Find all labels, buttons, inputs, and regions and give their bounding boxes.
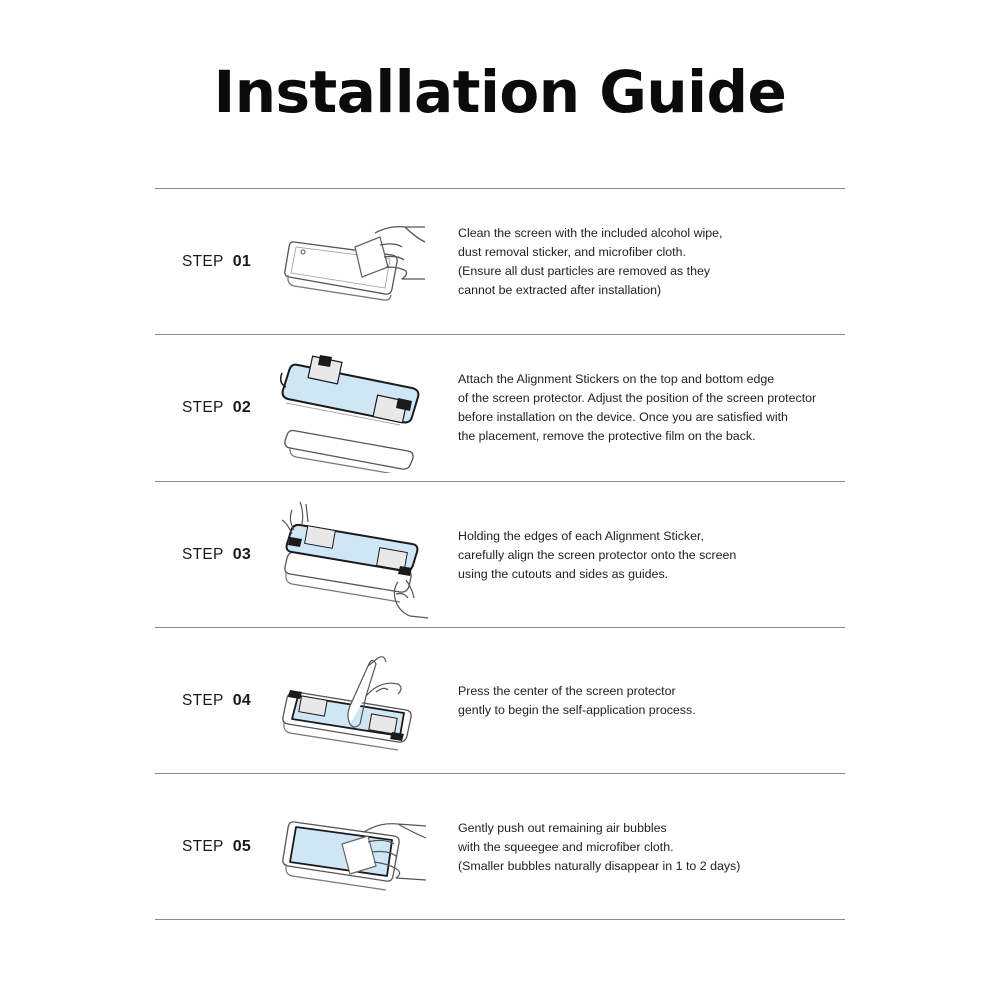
step-label <box>182 482 251 628</box>
step-word: STEP <box>182 253 224 270</box>
step-description-line: carefully align the screen protector onto the screen <box>458 547 737 562</box>
step-description <box>458 482 736 628</box>
step-description-line: gently to begin the self-application process. <box>458 703 696 717</box>
step-description-line: Attach the Alignment Stickers on the top and bottom edge <box>458 372 775 386</box>
step-number: 04 <box>232 692 252 709</box>
step-04 <box>155 628 845 774</box>
step-number: 01 <box>232 253 252 270</box>
step-description-line: cannot be extracted after installation) <box>458 283 662 297</box>
step-description-line: (Smaller bubbles naturally disappear in 1 to 2 days) <box>458 858 741 873</box>
step-word: STEP <box>182 838 224 855</box>
remove-bubbles-illustration <box>280 782 430 912</box>
step-description-line: using the cutouts and sides as guides. <box>458 566 669 581</box>
step-03 <box>155 482 845 628</box>
step-number: 02 <box>232 399 252 416</box>
align-protector-illustration <box>280 490 430 620</box>
step-description-line: the placement, remove the protective film on the back. <box>458 429 756 443</box>
step-description <box>458 189 723 335</box>
step-word: STEP <box>182 546 224 563</box>
step-description-line: with the squeegee and microfiber cloth. <box>458 839 674 854</box>
step-description-line: (Ensure all dust particles are removed as they <box>458 264 711 278</box>
step-description <box>458 774 740 920</box>
step-description-line: of the screen protector. Adjust the position of the screen protector <box>458 391 817 405</box>
step-description-line: Clean the screen with the included alcohol wipe, <box>458 226 723 240</box>
step-number: 05 <box>232 838 252 855</box>
alignment-stickers-illustration <box>280 343 430 473</box>
step-label <box>182 774 251 920</box>
step-label <box>182 335 251 481</box>
step-description-line: Press the center of the screen protector <box>458 684 676 698</box>
step-02 <box>155 335 845 481</box>
step-word: STEP <box>182 692 224 709</box>
step-description-line: Gently push out remaining air bubbles <box>458 820 667 835</box>
step-description <box>458 628 696 774</box>
step-word: STEP <box>182 399 224 416</box>
step-01 <box>155 189 845 335</box>
step-description <box>458 335 816 481</box>
step-05 <box>155 774 845 920</box>
step-description-line: Holding the edges of each Alignment Sticker, <box>458 528 704 543</box>
clean-screen-illustration <box>280 197 430 327</box>
page-title: Installation Guide <box>213 58 787 126</box>
step-number: 03 <box>232 546 252 563</box>
step-label <box>182 189 251 335</box>
press-center-illustration <box>280 636 430 766</box>
step-description-line: dust removal sticker, and microfiber cloth. <box>458 245 686 259</box>
step-description-line: before installation on the device. Once you are satisfied with <box>458 410 788 424</box>
step-label <box>182 628 251 774</box>
